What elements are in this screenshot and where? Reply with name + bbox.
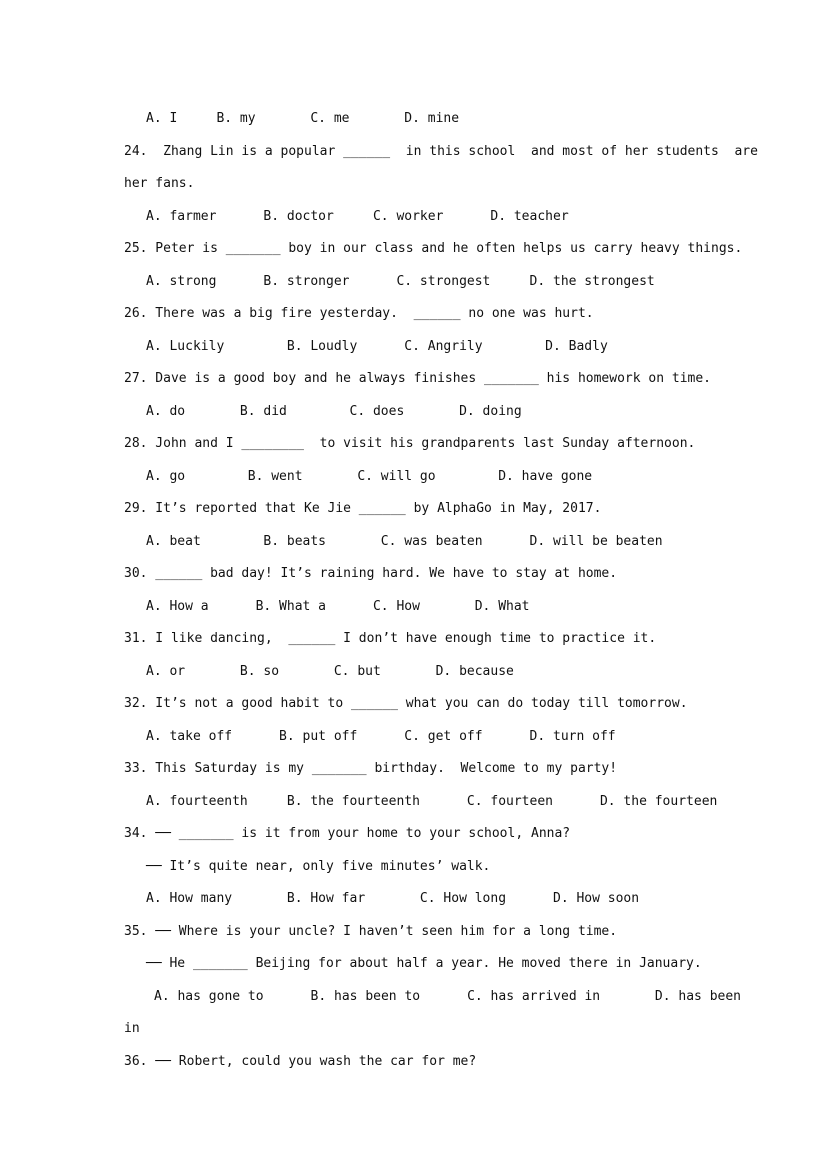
q24-options: A. farmer B. doctor C. worker D. teacher [146, 209, 569, 224]
q28-question: 28. John and I ________ to visit his grandparents last Sunday afternoon. [124, 436, 696, 451]
q24-question-continued: her fans. [124, 176, 195, 191]
q26-options: A. Luckily B. Loudly C. Angrily D. Badly [146, 339, 608, 354]
q34-question: 34. ── _______ is it from your home to your school, Anna? [124, 826, 571, 841]
q23-options: A. I B. my C. me D. mine [146, 111, 460, 126]
q29-options: A. beat B. beats C. was beaten D. will be beaten [146, 534, 663, 549]
q25-options: A. strong B. stronger C. strongest D. the strongest [146, 274, 655, 289]
q24-question: 24. Zhang Lin is a popular ______ in this school and most of her students are [124, 144, 758, 159]
q29-question: 29. It’s reported that Ke Jie ______ by AlphaGo in May, 2017. [124, 501, 602, 516]
q26-question: 26. There was a big fire yesterday. ______ no one was hurt. [124, 306, 594, 321]
q30-question: 30. ______ bad day! It’s raining hard. We have to stay at home. [124, 566, 618, 581]
q32-question: 32. It’s not a good habit to ______ what you can do today till tomorrow. [124, 696, 688, 711]
q31-options: A. or B. so C. but D. because [146, 664, 514, 679]
q28-options: A. go B. went C. will go D. have gone [146, 469, 593, 484]
q35-question: 35. ── Where is your uncle? I haven’t seen him for a long time. [124, 924, 618, 939]
q33-options: A. fourteenth B. the fourteenth C. fourteen D. the fourteen [146, 794, 718, 809]
q30-options: A. How a B. What a C. How D. What [146, 599, 530, 614]
q25-question: 25. Peter is _______ boy in our class and he often helps us carry heavy things. [124, 241, 743, 256]
q33-question: 33. This Saturday is my _______ birthday. Welcome to my party! [124, 761, 618, 776]
q27-options: A. do B. did C. does D. doing [146, 404, 522, 419]
q36-question: 36. ── Robert, could you wash the car for me? [124, 1054, 477, 1069]
q32-options: A. take off B. put off C. get off D. turn off [146, 729, 616, 744]
q35-answer-line: ── He _______ Beijing for about half a year. He moved there in January. [146, 956, 702, 971]
q35-options: A. has gone to B. has been to C. has arrived in D. has been [154, 989, 741, 1004]
q35-options-continued: in [124, 1021, 140, 1036]
q27-question: 27. Dave is a good boy and he always finishes _______ his homework on time. [124, 371, 711, 386]
q34-answer-line: ── It’s quite near, only five minutes’ walk. [146, 859, 491, 874]
q34-options: A. How many B. How far C. How long D. How soon [146, 891, 640, 906]
q31-question: 31. I like dancing, ______ I don’t have enough time to practice it. [124, 631, 657, 646]
